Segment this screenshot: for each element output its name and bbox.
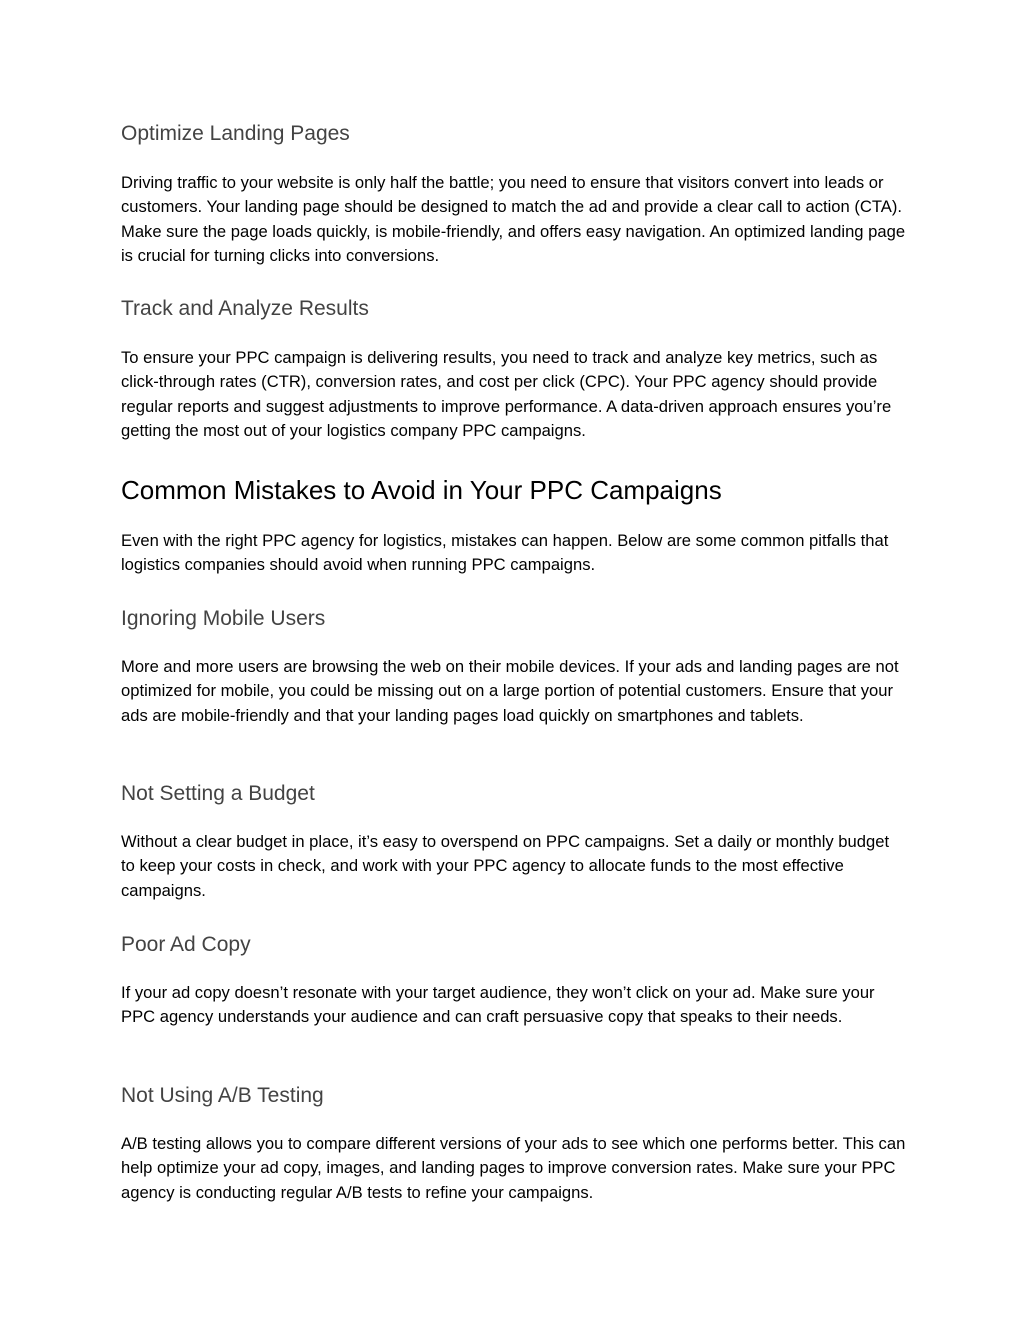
- heading-ignoring-mobile-users: Ignoring Mobile Users: [121, 607, 326, 630]
- heading-optimize-landing-pages: Optimize Landing Pages: [121, 122, 350, 145]
- heading-poor-ad-copy: Poor Ad Copy: [121, 933, 251, 956]
- heading-not-using-ab-testing: Not Using A/B Testing: [121, 1084, 324, 1107]
- paragraph-not-setting-a-budget: Without a clear budget in place, it’s easy to overspend on PPC campaigns. Set a daily or monthly budget to keep your costs in check, and work with your PPC agency to allocate funds to the most effective campaigns.: [121, 832, 890, 900]
- heading-not-setting-a-budget: Not Setting a Budget: [121, 782, 315, 805]
- paragraph-optimize-landing-pages: Driving traffic to your website is only half the battle; you need to ensure that visitors convert into leads or customers. Your landing page should be designed to match the ad and provide a clear call to action (CTA). Make sure the page loads quickly, is mobile-friendly, and offers easy navigation. An optimized landing page is crucial for turning clicks into conversions.: [121, 173, 906, 266]
- paragraph-poor-ad-copy: If your ad copy doesn’t resonate with your target audience, they won’t click on your ad. Make sure your PPC agency understands your audience and can craft persuasive copy that speaks to their needs.: [121, 983, 875, 1027]
- paragraph-ignoring-mobile-users: More and more users are browsing the web on their mobile devices. If your ads and landing pages are not optimized for mobile, you could be missing out on a large portion of potential customers. Ensure that your ads are mobile-friendly and that your landing pages load quickly on smartphones and tablets.: [121, 657, 899, 725]
- paragraph-common-mistakes: Even with the right PPC agency for logistics, mistakes can happen. Below are some common pitfalls that logistics companies should avoid when running PPC campaigns.: [121, 531, 889, 575]
- heading-track-and-analyze-results: Track and Analyze Results: [121, 297, 369, 320]
- paragraph-track-and-analyze-results: To ensure your PPC campaign is delivering results, you need to track and analyze key metrics, such as click-through rates (CTR), conversion rates, and cost per click (CPC). Your PPC agency should provide regular reports and suggest adjustments to improve performance. A data-driven approach ensures you’re getting the most out of your logistics company PPC campaigns.: [121, 348, 892, 441]
- paragraph-not-using-ab-testing: A/B testing allows you to compare different versions of your ads to see which one performs better. This can help optimize your ad copy, images, and landing pages to improve conversion rates. Make sure your PPC agency is conducting regular A/B tests to refine your campaigns.: [121, 1134, 906, 1202]
- heading-common-mistakes: Common Mistakes to Avoid in Your PPC Campaigns: [121, 475, 722, 505]
